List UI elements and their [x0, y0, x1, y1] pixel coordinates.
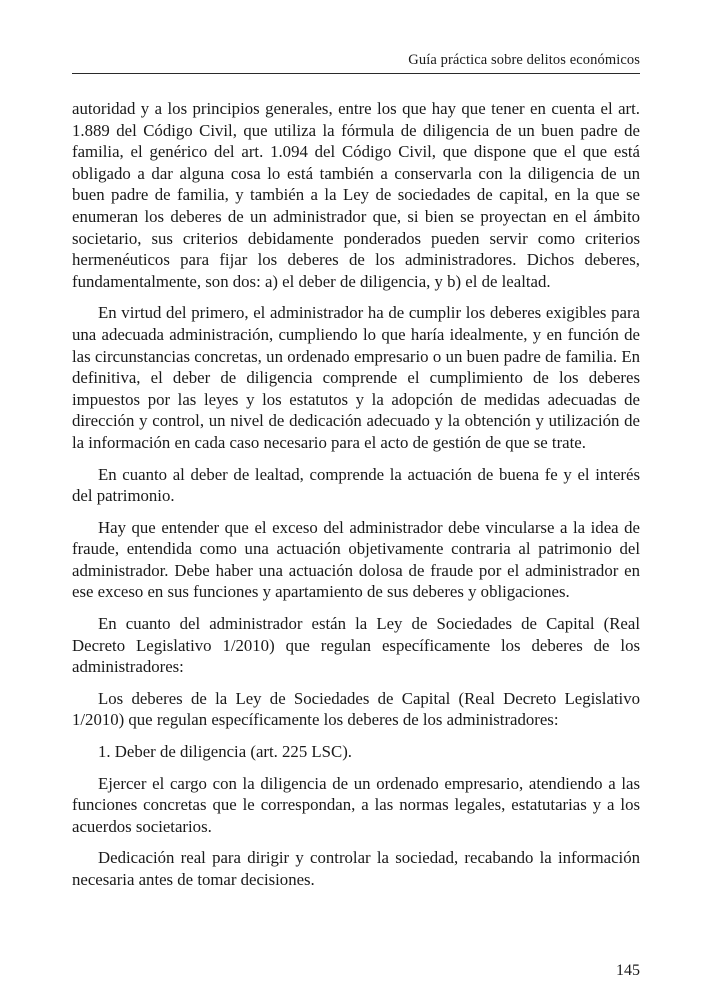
paragraph-continuation: autoridad y a los principios generales, entre los que hay que tener en cuenta el art. 1.889 del Código Civil, que utiliza la fórmula de diligencia de un buen padre de familia, el genérico del art. 1.094 del Código Civil, que dispone que el que está obligado a dar alguna cosa lo está también a conservarla con la diligencia de un buen padre de familia, y también a la Ley de sociedades de capital, en la que se enumeran los deberes de un administrador que, si bien se proyectan en el ámbito societario, sus criterios debidamente ponderados pueden servir como criterios hermenéuticos para fijar los deberes de los administradores. Dichos deberes, fundamentalmente, son dos: a) el deber de diligencia, y b) el de lealtad.	[72, 99, 640, 291]
paragraph-lsc-duties: Los deberes de la Ley de Sociedades de Capital (Real Decreto Legislativo 1/2010) que regulan específicamente los deberes de los administradores:	[72, 688, 640, 730]
paragraph-dedication: Dedicación real para dirigir y controlar la sociedad, recabando la información necesaria antes de tomar decisiones.	[72, 848, 640, 889]
paragraph-lsc-intro: En cuanto del administrador están la Ley de Sociedades de Capital (Real Decreto Legislativo 1/2010) que regulan específicamente los deberes de los administradores:	[72, 614, 640, 677]
book-title: Guía práctica sobre delitos económicos	[408, 52, 640, 68]
list-item-diligence-heading: 1. Deber de diligencia (art. 225 LSC).	[98, 742, 352, 762]
paragraph-duty-of-loyalty: En cuanto al deber de lealtad, comprende la actuación de buena fe y el interés del patrimonio.	[72, 464, 640, 506]
page-body	[72, 98, 640, 901]
paragraph-fraud: Hay que entender que el exceso del administrador debe vincularse a la idea de fraude, entendida como una actuación objetivamente contraria al patrimonio del administrador. Debe haber una actuación dolosa de fraude por el administrador en ese exceso en sus funciones y apartamiento de sus deberes y obligaciones.	[72, 517, 640, 602]
page-number: 145	[616, 962, 640, 979]
paragraph-exercise-office: Ejercer el cargo con la diligencia de un ordenado empresario, atendiendo a las funciones concretas que le correspondan, a las normas legales, estatutarias y a los acuerdos societarios.	[72, 773, 640, 836]
running-header	[72, 52, 640, 74]
paragraph-duty-of-diligence: En virtud del primero, el administrador ha de cumplir los deberes exigibles para una adecuada administración, cumpliendo lo que haría idealmente, y en función de las circunstancias concretas, un ordenado empresario o un buen padre de familia. En definitiva, el deber de diligencia comprende el cumplimiento de los deberes impuestos por las leyes y los estatutos y la adopción de medidas adecuadas de dirección y control, un nivel de dedicación adecuado y la obtención y utilización de la información en cada caso necesario para el acto de gestión de que se trate.	[72, 303, 640, 452]
